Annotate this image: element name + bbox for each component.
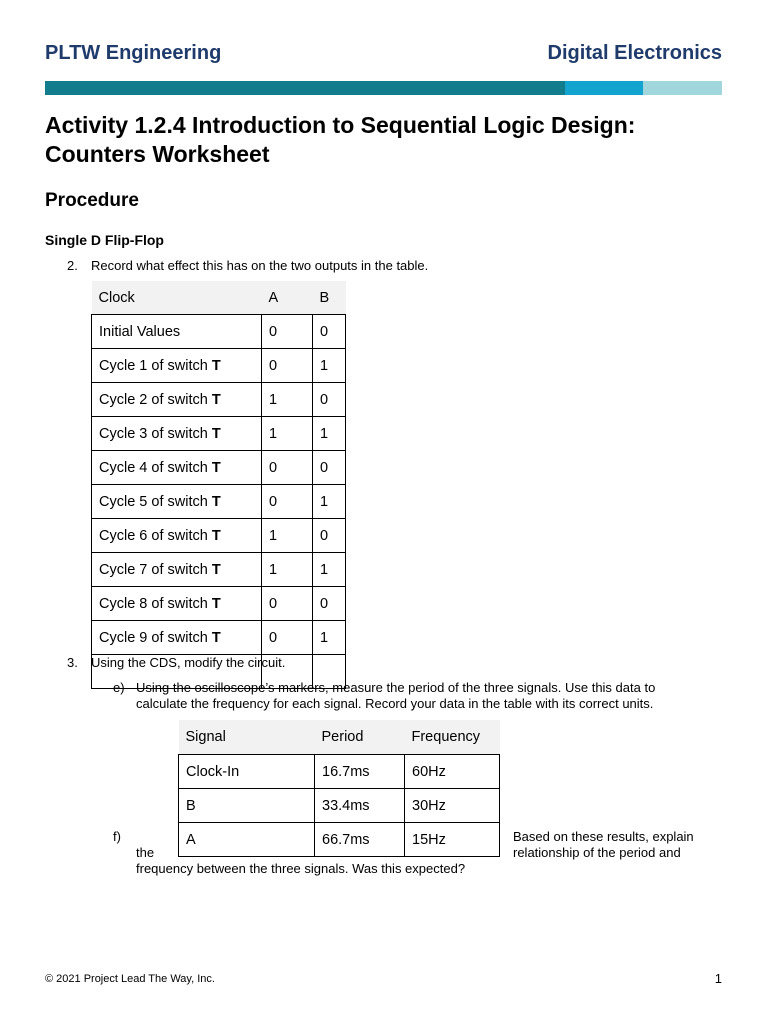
b-cell: 1 — [313, 621, 346, 655]
table-row — [92, 349, 346, 383]
clock-cell: Cycle 1 of switch T — [92, 349, 262, 383]
page-number: 1 — [714, 971, 722, 986]
header-bar-segment — [45, 81, 565, 95]
table-row — [92, 621, 346, 655]
table-row — [92, 553, 346, 587]
b-cell: 0 — [313, 519, 346, 553]
period-cell: 16.7ms — [315, 755, 405, 789]
header-period: Period — [315, 720, 405, 755]
header-bar-segment — [565, 81, 643, 95]
title-line-1: Activity 1.2.4 Introduction to Sequential Logic Design: — [45, 112, 636, 138]
signal-table — [178, 720, 500, 857]
frequency-cell: 30Hz — [405, 789, 500, 823]
title-line-2: Counters Worksheet — [45, 141, 270, 167]
clock-cell: Cycle 5 of switch T — [92, 485, 262, 519]
step-f-right-line-2: relationship of the period and — [513, 845, 681, 860]
table-header-row — [179, 720, 500, 755]
b-cell: 0 — [313, 451, 346, 485]
frequency-cell: 60Hz — [405, 755, 500, 789]
b-cell: 1 — [313, 485, 346, 519]
b-cell: 1 — [313, 417, 346, 451]
a-cell: 1 — [262, 519, 313, 553]
section-heading: Single D Flip-Flop — [45, 232, 164, 248]
signal-cell: B — [179, 789, 315, 823]
table-row — [92, 485, 346, 519]
clock-cell: Cycle 7 of switch T — [92, 553, 262, 587]
signal-cell: A — [179, 823, 315, 857]
a-cell: 1 — [262, 383, 313, 417]
header-a: A — [262, 281, 313, 315]
step-e-line-2: calculate the frequency for each signal. Record your data in the table with its correct units. — [136, 696, 654, 711]
table-header-row — [92, 281, 346, 315]
step-e-letter: e) — [113, 680, 125, 695]
header-b: B — [313, 281, 346, 315]
step-f-last-line: frequency between the three signals. Was this expected? — [136, 861, 466, 876]
header-frequency: Frequency — [405, 720, 500, 755]
step-3-text: Using the CDS, modify the circuit. — [91, 655, 286, 670]
table-row — [179, 823, 500, 857]
procedure-heading: Procedure — [45, 190, 139, 211]
b-cell: 1 — [313, 553, 346, 587]
signal-cell: Clock-In — [179, 755, 315, 789]
step-f-letter: f) — [113, 829, 121, 844]
clock-cell: Cycle 9 of switch T — [92, 621, 262, 655]
b-cell: 0 — [313, 587, 346, 621]
step-f-the-word: the — [136, 845, 155, 860]
step-e-line-1: Using the oscilloscope’s markers, measure the period of the three signals. Use this data to — [136, 680, 656, 695]
table-row — [92, 383, 346, 417]
table-row — [179, 789, 500, 823]
header-left-title: PLTW Engineering — [45, 42, 222, 64]
header-clock: Clock — [92, 281, 262, 315]
table-row — [92, 417, 346, 451]
clock-cell: Cycle 2 of switch T — [92, 383, 262, 417]
page-title — [45, 111, 735, 169]
table-row — [92, 315, 346, 349]
a-cell: 0 — [262, 349, 313, 383]
step-2-text: Record what effect this has on the two outputs in the table. — [91, 258, 429, 273]
clock-cell: Initial Values — [92, 315, 262, 349]
table-row — [179, 755, 500, 789]
step-2-number: 2. — [67, 258, 78, 273]
frequency-cell: 15Hz — [405, 823, 500, 857]
a-cell: 0 — [262, 451, 313, 485]
period-cell: 33.4ms — [315, 789, 405, 823]
header-bar-segment — [643, 81, 722, 95]
a-cell: 0 — [262, 587, 313, 621]
table-row — [92, 519, 346, 553]
a-cell: 1 — [262, 417, 313, 451]
header-right-title: Digital Electronics — [547, 42, 722, 64]
flip-flop-table — [91, 281, 346, 689]
b-cell: 0 — [313, 315, 346, 349]
clock-cell: Cycle 4 of switch T — [92, 451, 262, 485]
a-cell: 0 — [262, 621, 313, 655]
period-cell: 66.7ms — [315, 823, 405, 857]
step-f-right-line-1: Based on these results, explain — [513, 829, 694, 844]
table-row — [92, 451, 346, 485]
table-row — [92, 587, 346, 621]
copyright-footer: © 2021 Project Lead The Way, Inc. — [45, 973, 215, 985]
b-cell: 1 — [313, 349, 346, 383]
a-cell: 1 — [262, 553, 313, 587]
a-cell: 0 — [262, 485, 313, 519]
step-3-number: 3. — [67, 655, 78, 670]
b-cell: 0 — [313, 383, 346, 417]
header-signal: Signal — [179, 720, 315, 755]
clock-cell: Cycle 8 of switch T — [92, 587, 262, 621]
a-cell: 0 — [262, 315, 313, 349]
clock-cell: Cycle 3 of switch T — [92, 417, 262, 451]
clock-cell: Cycle 6 of switch T — [92, 519, 262, 553]
